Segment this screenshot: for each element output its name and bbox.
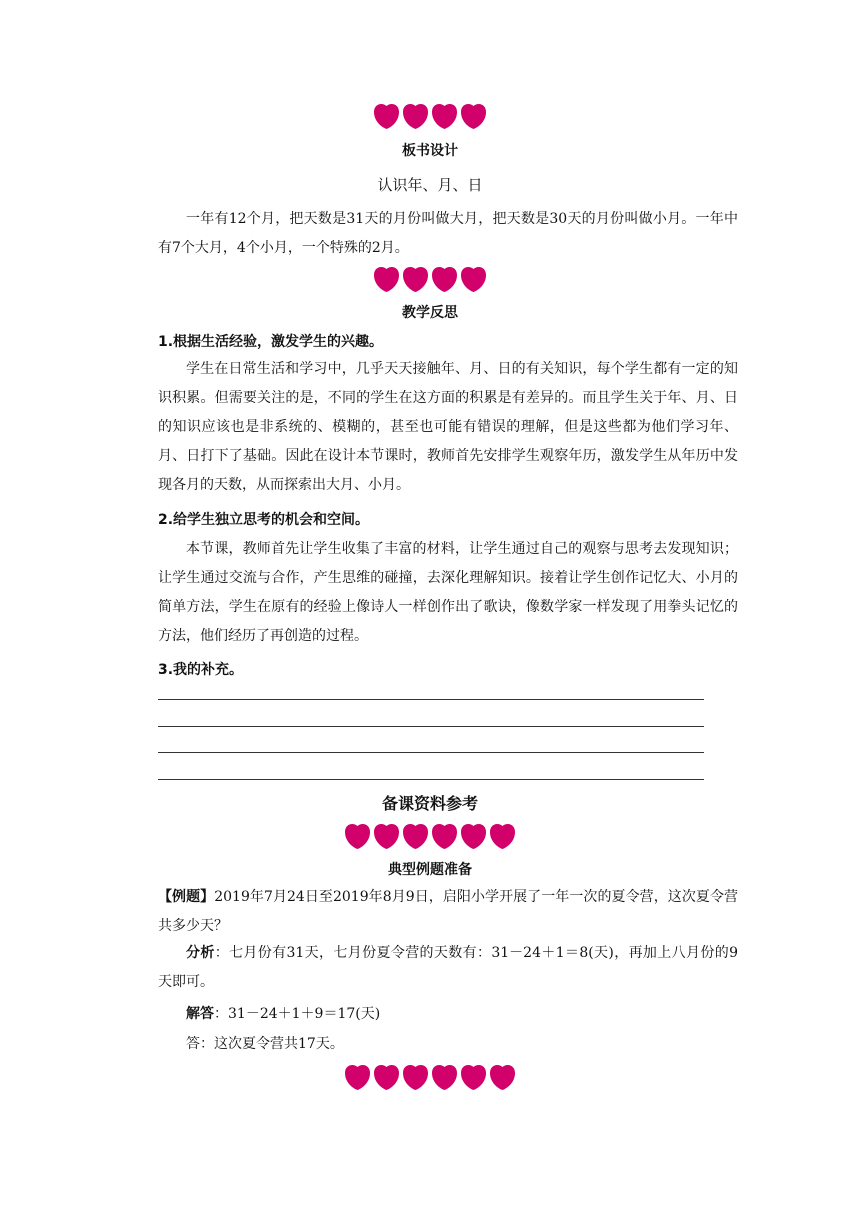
petal-icon xyxy=(344,822,371,849)
reflection-paragraph-1 xyxy=(158,355,738,500)
reference-subtitle: 典型例题准备 xyxy=(388,862,472,878)
analysis-label: 分析 xyxy=(186,945,215,961)
blank-line xyxy=(158,726,704,727)
section-title-reference: 备课资料参考 xyxy=(381,794,478,813)
petal-icon xyxy=(373,265,400,292)
petal-icon xyxy=(489,822,516,849)
petal-icon xyxy=(373,822,400,849)
example-question xyxy=(158,883,738,941)
board-text: 一年有12个月，把天数是31天的月份叫做大月，把天数是30天的月份叫做小月。一年中有7个大月，4个小月，一个特殊的2月。 xyxy=(158,211,738,256)
reflection-heading-1: 1.根据生活经验，激发学生的兴趣。 xyxy=(158,334,384,350)
example-reply xyxy=(158,1030,738,1059)
petal-icon xyxy=(460,102,487,129)
petal-icon xyxy=(402,822,429,849)
example-question-body: 2019年7月24日至2019年8月9日，启阳小学开展了一年一次的夏令营，这次夏令营共多少天？ xyxy=(158,889,738,934)
petal-icon xyxy=(460,1063,487,1090)
petal-icon xyxy=(489,1063,516,1090)
petal-icon xyxy=(460,822,487,849)
petal-icon xyxy=(402,1063,429,1090)
petal-icon xyxy=(344,1063,371,1090)
decor-petals-top xyxy=(0,102,860,129)
reflection-paragraph-2 xyxy=(158,535,738,651)
decor-petals-reference xyxy=(0,822,860,849)
decor-petals-reflection xyxy=(0,265,860,292)
petal-icon xyxy=(431,265,458,292)
section-title-board: 板书设计 xyxy=(402,143,458,159)
petal-icon xyxy=(431,822,458,849)
example-question-text xyxy=(158,883,738,941)
petal-icon xyxy=(373,1063,400,1090)
decor-petals-bottom xyxy=(0,1063,860,1090)
reflection-body-2: 本节课，教师首先让学生收集了丰富的材料，让学生通过自己的观察与思考去发现知识；让学生通过交流与合作，产生思维的碰撞，去深化理解知识。接着让学生创作记忆大、小月的简单方法，学生在原有的经验上像诗人一样创作出了歌诀，像数学家一样发现了用拳头记忆的方法，他们经历了再创造的过程。 xyxy=(158,541,738,644)
petal-icon xyxy=(402,265,429,292)
example-analysis-text xyxy=(158,939,738,997)
petal-icon xyxy=(431,102,458,129)
petal-icon xyxy=(402,102,429,129)
analysis-body: ：七月份有31天，七月份夏令营的天数有：31－24＋1＝8(天)，再加上八月份的9天即可。 xyxy=(158,945,738,990)
blank-line xyxy=(158,699,704,700)
example-answer xyxy=(158,1000,738,1029)
blank-line xyxy=(158,752,704,753)
example-label: 【例题】 xyxy=(158,889,215,905)
petal-icon xyxy=(431,1063,458,1090)
petal-icon xyxy=(460,265,487,292)
answer-body: ：31－24＋1＋9＝17(天) xyxy=(214,1006,381,1022)
section-title-reflection: 教学反思 xyxy=(402,305,458,321)
blank-line xyxy=(158,779,704,780)
petal-icon xyxy=(373,102,400,129)
example-answer-text xyxy=(158,1000,738,1029)
reflection-heading-2: 2.给学生独立思考的机会和空间。 xyxy=(158,512,370,528)
reflection-body-1: 学生在日常生活和学习中，几乎天天接触年、月、日的有关知识，每个学生都有一定的知识积累。但需要关注的是，不同的学生在这方面的积累是有差异的。而且学生关于年、月、日的知识应该也是非系统的、模糊的，甚至也可能有错误的理解，但是这些都为他们学习年、月、日打下了基础。因此在设计本节课时，教师首先安排学生观察年历，激发学生从年历中发现各月的天数，从而探索出大月、小月。 xyxy=(158,361,738,493)
board-paragraph xyxy=(158,205,738,263)
example-analysis xyxy=(158,939,738,997)
example-reply-text: 答：这次夏令营共17天。 xyxy=(186,1036,344,1052)
reflection-heading-3: 3.我的补充。 xyxy=(158,662,244,678)
answer-label: 解答 xyxy=(186,1006,214,1022)
board-subtitle: 认识年、月、日 xyxy=(377,176,483,194)
